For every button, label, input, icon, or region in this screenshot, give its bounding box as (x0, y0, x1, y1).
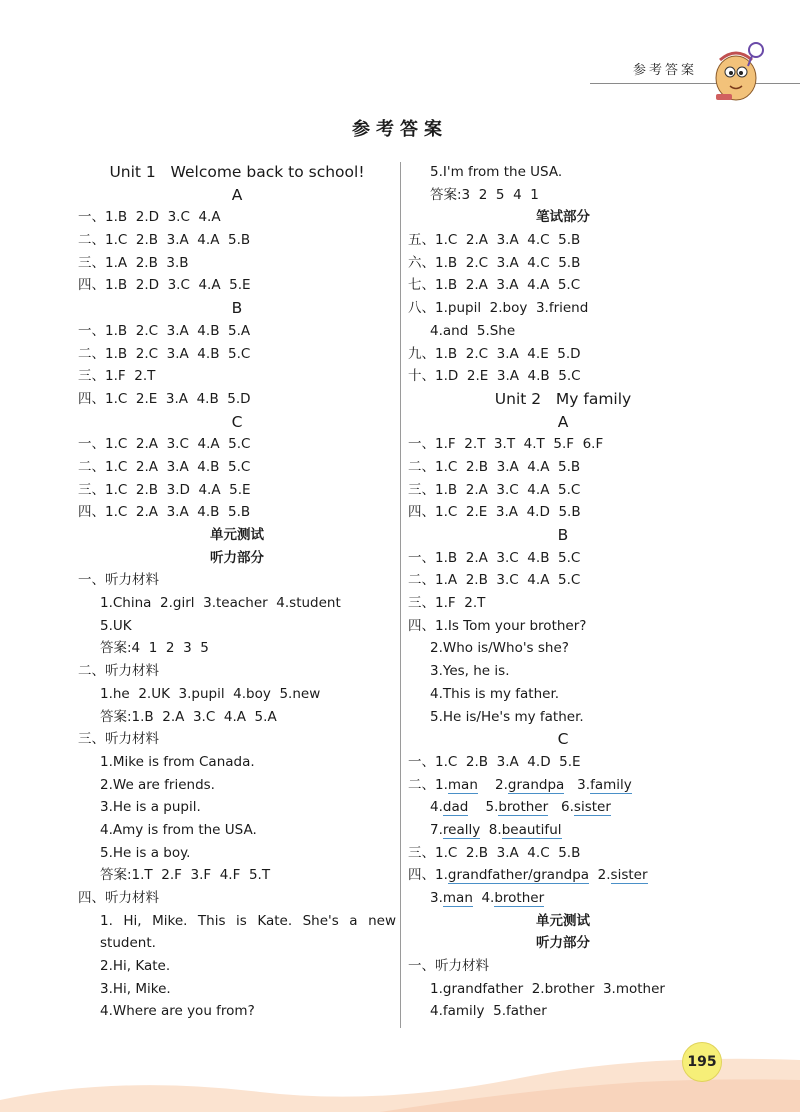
answer-line: 3.Yes, he is. (430, 663, 510, 680)
answer-line: 二、听力材料 (78, 663, 159, 680)
mascot-icon (710, 38, 766, 102)
filled-answer: man (442, 890, 473, 906)
answer-label: 4. (472, 890, 495, 906)
filled-answer: sister (573, 799, 611, 816)
unit-heading: Unit 2 My family (494, 389, 632, 408)
answer-label: 6. (548, 799, 574, 816)
answer-label: 四、1. (408, 867, 448, 884)
answer-line (408, 819, 718, 842)
section-letter: C (231, 412, 243, 431)
answer-label: 7. (430, 821, 443, 838)
section-letter: A (557, 412, 569, 431)
answer-line: 4.Amy is from the USA. (100, 821, 257, 838)
section-heading: 听力部分 (210, 549, 264, 566)
answer-label: 3. (430, 890, 443, 906)
answer-line: 二、1.C 2.B 3.A 4.A 5.B (408, 458, 581, 475)
filled-answer: dad (442, 799, 469, 816)
section-heading: 听力部分 (536, 935, 590, 952)
section-heading: 单元测试 (210, 527, 264, 543)
answer-line: 一、1.B 2.D 3.C 4.A (78, 209, 221, 226)
answer-line: 二、1.B 2.C 3.A 4.B 5.C (78, 345, 251, 362)
filled-answer: brother (494, 890, 545, 906)
answer-line: 4.and 5.She (430, 322, 516, 339)
answer-line: 4.This is my father. (430, 685, 560, 702)
answer-line: 七、1.B 2.A 3.A 4.A 5.C (408, 277, 581, 294)
answer-line: 一、1.F 2.T 3.T 4.T 5.F 6.F (408, 436, 604, 453)
answer-line (408, 887, 718, 910)
answer-line: 三、1.C 2.B 3.D 4.A 5.E (78, 481, 251, 498)
footer-wave-decoration (0, 1020, 800, 1112)
answer-line: 五、1.C 2.A 3.A 4.C 5.B (408, 232, 581, 249)
answer-line: 答案:1.T 2.F 3.F 4.F 5.T (100, 867, 271, 884)
section-letter: B (231, 299, 243, 318)
answer-line: 一、1.B 2.A 3.C 4.B 5.C (408, 549, 581, 566)
answer-line: 四、1.C 2.E 3.A 4.B 5.D (78, 390, 251, 407)
answer-line: 一、1.B 2.C 3.A 4.B 5.A (78, 322, 251, 339)
filled-answer: man (447, 776, 478, 793)
answer-line: 一、1.C 2.A 3.C 4.A 5.C (78, 436, 251, 453)
answer-line: 2.Who is/Who's she? (430, 640, 569, 657)
section-letter: A (231, 185, 243, 204)
answer-label: 2. (477, 776, 508, 793)
answer-label: 二、1. (408, 776, 448, 793)
answer-line: 二、1.C 2.A 3.A 4.B 5.C (78, 458, 251, 475)
answer-line (408, 796, 718, 819)
answer-line: 5.UK (100, 617, 132, 634)
answer-line: 5.He is/He's my father. (430, 708, 584, 725)
answer-label: 2. (589, 867, 611, 884)
answer-line: 四、1.Is Tom your brother? (408, 617, 587, 634)
answer-line: 3.He is a pupil. (100, 799, 201, 816)
answer-line: 1. Hi, Mike. This is Kate. She's a new (100, 912, 396, 929)
answer-line: 4.Where are you from? (100, 1003, 255, 1020)
answer-line: 十、1.D 2.E 3.A 4.B 5.C (408, 368, 581, 385)
answer-line: 一、听力材料 (78, 572, 159, 589)
filled-answer: beautiful (501, 821, 562, 838)
answer-line: 答案:1.B 2.A 3.C 4.A 5.A (100, 708, 277, 725)
answer-line: 一、听力材料 (408, 958, 489, 975)
running-header-title: 参考答案 (633, 63, 698, 78)
right-column (408, 161, 718, 1023)
answer-line: 5.He is a boy. (100, 844, 191, 861)
page-number: 195 (682, 1042, 722, 1082)
answer-line: 四、1.C 2.E 3.A 4.D 5.B (408, 504, 581, 521)
answer-label: 3. (564, 776, 591, 793)
answer-line: student. (100, 935, 156, 952)
answer-line: 2.Hi, Kate. (100, 958, 171, 975)
answer-line: 4.family 5.father (430, 1003, 547, 1020)
section-letter: B (557, 526, 569, 544)
filled-answer: sister (610, 867, 648, 884)
answer-line: 一、1.C 2.B 3.A 4.D 5.E (408, 753, 581, 770)
section-letter: C (557, 730, 569, 749)
answer-label: 8. (480, 821, 502, 838)
answer-line: 八、1.pupil 2.boy 3.friend (408, 300, 589, 317)
answer-line: 答案:3 2 5 4 1 (430, 186, 539, 203)
answer-line: 三、1.F 2.T (408, 595, 486, 612)
left-column (78, 161, 396, 1023)
unit-heading: Unit 1 Welcome back to school! (109, 163, 365, 181)
section-heading: 笔试部分 (536, 209, 590, 226)
answer-line: 三、1.B 2.A 3.C 4.A 5.C (408, 481, 581, 498)
answer-line: 二、1.C 2.B 3.A 4.A 5.B (78, 232, 251, 249)
answer-line: 5.I'm from the USA. (430, 164, 563, 180)
answer-line: 1.China 2.girl 3.teacher 4.student (100, 595, 341, 612)
page-title: 参考答案 (352, 119, 448, 140)
answer-line: 2.We are friends. (100, 776, 215, 793)
answer-line: 三、1.C 2.B 3.A 4.C 5.B (408, 844, 581, 861)
answer-line: 1.grandfather 2.brother 3.mother (430, 980, 665, 997)
answer-line: 六、1.B 2.C 3.A 4.C 5.B (408, 254, 581, 271)
answer-line: 三、1.F 2.T (78, 368, 156, 385)
answer-line (408, 864, 718, 887)
answer-line: 二、1.A 2.B 3.C 4.A 5.C (408, 572, 581, 589)
filled-answer: family (590, 776, 632, 793)
answer-label: 4. (430, 799, 443, 816)
answer-line: 1.Mike is from Canada. (100, 753, 255, 770)
section-heading: 单元测试 (536, 912, 590, 929)
answer-line: 四、1.C 2.A 3.A 4.B 5.B (78, 504, 251, 521)
answer-line: 四、听力材料 (78, 890, 159, 906)
answer-line: 1.he 2.UK 3.pupil 4.boy 5.new (100, 685, 321, 702)
answer-line: 3.Hi, Mike. (100, 980, 171, 997)
filled-answer: grandfather/grandpa (447, 867, 590, 884)
answer-line: 答案:4 1 2 3 5 (100, 640, 209, 657)
answer-line (408, 774, 718, 797)
answer-line: 四、1.B 2.D 3.C 4.A 5.E (78, 277, 251, 294)
filled-answer: really (442, 821, 481, 838)
header-rule (590, 83, 800, 84)
answer-label: 5. (468, 799, 499, 816)
filled-answer: grandpa (507, 776, 565, 793)
column-divider (400, 162, 401, 1028)
filled-answer: brother (498, 799, 549, 816)
answer-line: 三、听力材料 (78, 731, 159, 748)
answer-line: 九、1.B 2.C 3.A 4.E 5.D (408, 345, 581, 362)
answer-line: 三、1.A 2.B 3.B (78, 254, 189, 271)
